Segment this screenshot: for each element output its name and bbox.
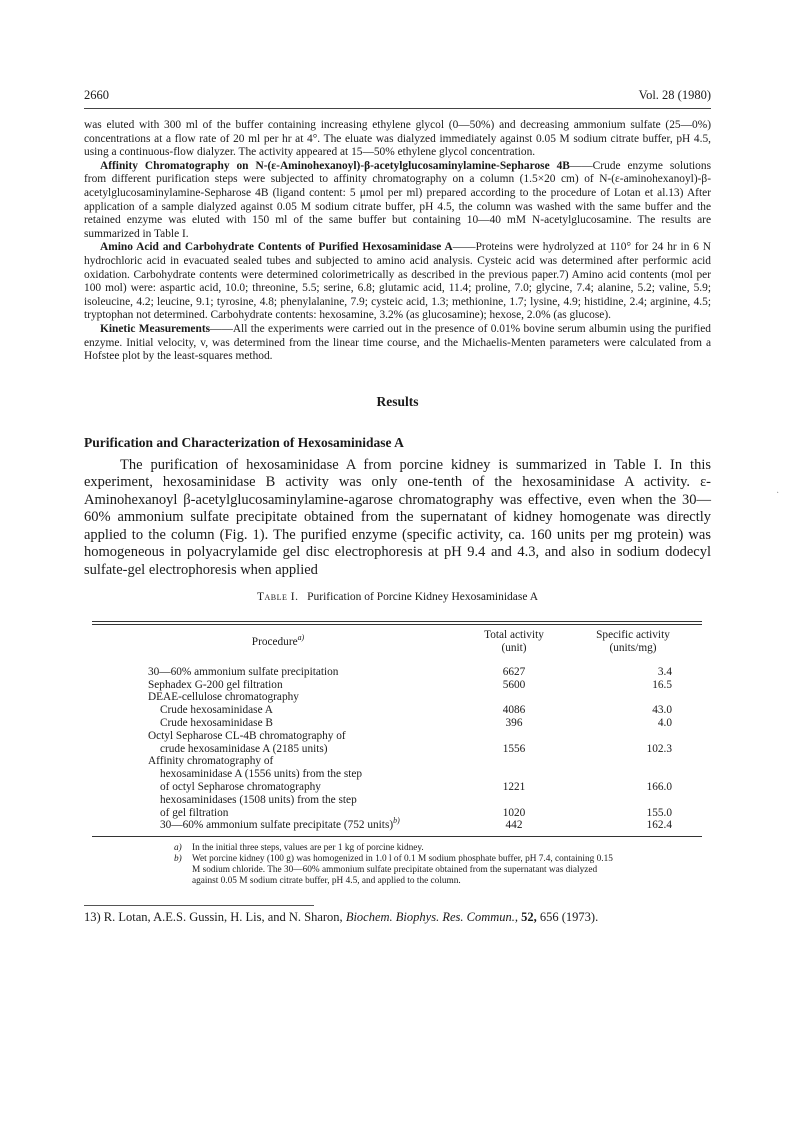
cell-specific-activity: 155.0 (646, 806, 672, 819)
cell-specific-activity (564, 755, 702, 768)
methods-paragraph-2 (84, 160, 711, 242)
cell-procedure: Crude hexosaminidase A (160, 704, 273, 717)
table-title: Purification of Porcine Kidney Hexosaminidase A (307, 591, 539, 604)
cell-total-activity (464, 691, 564, 704)
col-specific-activity: Specific activity (units/mg) (596, 629, 670, 654)
cell-specific-activity: 162.4 (646, 819, 672, 832)
col-total-activity: Total activity (unit) (484, 629, 544, 654)
table-row (92, 781, 702, 794)
cell-specific-activity (564, 768, 702, 781)
cell-total-activity: 442 (505, 819, 523, 832)
table-top-rule (92, 621, 702, 622)
cell-total-activity: 1556 (502, 742, 526, 755)
table-footnotes (174, 843, 614, 887)
cell-procedure: 30—60% ammonium sulfate precipitation (148, 665, 339, 678)
table-row (92, 755, 702, 768)
header-rule (84, 108, 711, 109)
cell-total-activity (464, 755, 564, 768)
table-body (92, 659, 702, 836)
margin-mark: · (776, 488, 780, 499)
cell-procedure: DEAE-cellulose chromatography (148, 691, 299, 704)
cell-total-activity (464, 794, 564, 807)
kinetic-heading: Kinetic Measurements (100, 322, 211, 335)
results-body (84, 457, 711, 580)
amino-acid-text: ——Proteins were hydrolyzed at 110° for 24 hr in 6 N hydrochloric acid in evacuated sealed tubes and subjected to amino acid analysis. Cysteic acid was determined after performic acid oxidation. Carbohydrate contents were determined colorimetrically as described in the previous paper.7) Amino acid contents (mol per 100 mol) were: aspartic acid, 10.0; threonine, 5.5; serine, 6.8; glutamic acid, 11.4; proline, 7.0; glycine, 7.4; alanine, 5.2; valine, 5.9; isoleucine, 4.2; leucine, 9.1; tyrosine, 4.8; phenylalanine, 7.9; cysteic acid, 1.3; methionine, 1.7; lysine, 4.9; histidine, 2.4; arginine, 4.5; tryptophan not determined. Carbohydrate contents: hexosamine, 3.2% (as glucosamine); hexose, 2.0% (as glucose). (84, 241, 711, 322)
cell-specific-activity: 3.4 (657, 665, 672, 678)
cell-procedure: hexosaminidase A (1556 units) from the step (160, 768, 363, 781)
reference-rule (84, 905, 314, 906)
affinity-heading: Affinity Chromatography on N-(ε-Aminohexanoyl)-β-acetylglucosaminylamine-Sepharose 4B (100, 159, 570, 172)
cell-specific-activity: 102.3 (646, 742, 672, 755)
table-row (92, 730, 702, 743)
amino-acid-heading: Amino Acid and Carbohydrate Contents of Purified Hexosaminidase A (100, 241, 453, 254)
cell-procedure: Affinity chromatography of (148, 755, 274, 768)
cell-specific-activity (564, 730, 702, 743)
cell-total-activity (464, 768, 564, 781)
table-bottom-rule (92, 836, 702, 837)
table-row (92, 691, 702, 704)
cell-total-activity: 1020 (502, 806, 526, 819)
cell-procedure: hexosaminidases (1508 units) from the step (160, 793, 357, 806)
cell-specific-activity (564, 794, 702, 807)
cell-total-activity: 6627 (502, 665, 526, 678)
methods-paragraph-3 (84, 241, 711, 323)
table-grid (92, 625, 702, 836)
results-paragraph: The purification of hexosaminidase A from porcine kidney is summarized in Table I. In this experiment, hexosaminidase B activity was only one-tenth of the hexosaminidase A activity. ε-Aminohexanoyl β-acetylglucosaminylamine-agarose chromatography was effective, even when the 30—60% ammonium sulfate precipitate obtained from the supernatant of kidney homogenate was directly applied to the column (Fig. 1). The purified enzyme (specific activity, ca. 160 units per mg protein) was homogeneous in polyacrylamide gel disc electrophoresis at pH 9.4 and 4.3, and also in sodium dodecyl sulfate-gel electrophoresis when applied (84, 456, 711, 578)
table-header-row (92, 625, 702, 659)
cell-specific-activity: 4.0 (657, 716, 672, 729)
table-row (92, 679, 702, 692)
cell-total-activity (464, 730, 564, 743)
table-row (92, 704, 702, 717)
col-procedure: Procedure$^{a)}$ (251, 632, 305, 648)
cell-procedure: 30—60% ammonium sulfate precipitate (752 units)$^{b)}$ (160, 816, 400, 832)
results-title: Results (376, 393, 419, 409)
reference-13: 13) R. Lotan, A.E.S. Gussin, H. Lis, and N. Sharon, Biochem. Biophys. Res. Commun., 52, 656 (1973). (84, 910, 599, 925)
table-label: Table I. (256, 591, 299, 604)
volume-info: Vol. 28 (1980) (638, 88, 711, 102)
cell-procedure: Crude hexosaminidase B (160, 716, 273, 729)
cell-total-activity: 4086 (502, 704, 526, 717)
cell-procedure: crude hexosaminidase A (2185 units) (160, 742, 328, 755)
affinity-text: ——Crude enzyme solutions from different purification steps were subjected to affinity chromatography on a column (1.5×20 cm) of N-(ε-aminohexanoyl)-β-acetylglucosaminylamine-Sepharose 4B (ligand content: 5 μmol per ml) prepared according to the procedure of Lotan et al.13) After application of a sample dialyzed against 0.05 M sodium citrate buffer, pH 4.5, the column was washed with the same buffer and the retained enzyme was eluted with 150 ml of the same buffer but containing 10—40 mM N-acetylglucosamine. The results are summarized in Table I. (84, 159, 712, 240)
methods-paragraph-4 (84, 323, 711, 364)
cell-specific-activity: 16.5 (652, 678, 672, 691)
cell-procedure: Sephadex G-200 gel filtration (148, 678, 283, 691)
cell-total-activity: 5600 (502, 678, 526, 691)
table-row (92, 743, 702, 756)
page (84, 88, 711, 925)
table-row (92, 819, 702, 836)
methods-section (84, 119, 711, 364)
table-footnote: a) In the initial three steps, values are per 1 kg of porcine kidney. (174, 843, 424, 854)
table-row (92, 794, 702, 807)
cell-specific-activity: 166.0 (646, 780, 672, 793)
purification-table (92, 621, 702, 837)
cell-specific-activity (564, 691, 702, 704)
table-footnote: b) Wet porcine kidney (100 g) was homogenized in 1.0 l of 0.1 M sodium phosphate buffer, pH 7.4, containing 0.15 M sodium chloride. The 30—60% ammonium sulfate precipitate obtained from the supernatant was dialyzed against 0.05 M sodium citrate buffer, pH 4.5, and applied to the column. (174, 854, 613, 887)
results-subheading: Purification and Characterization of Hexosaminidase A (84, 434, 404, 450)
cell-total-activity: 396 (505, 716, 523, 729)
running-header (84, 88, 711, 106)
table-row (92, 659, 702, 679)
cell-procedure: of octyl Sepharose chromatography (160, 780, 321, 793)
kinetic-text: ——All the experiments were carried out in the presence of 0.01% bovine serum albumin using the purified enzyme. Initial velocity, v, was determined from the linear time course, and the Michaelis-Menten parameters were calculated from a Hofstee plot by the least-squares method. (84, 322, 711, 363)
table-row (92, 717, 702, 730)
cell-total-activity: 1221 (502, 780, 526, 793)
cell-procedure: Octyl Sepharose CL-4B chromatography of (148, 729, 346, 742)
cell-specific-activity: 43.0 (652, 704, 672, 717)
methods-paragraph-1: was eluted with 300 ml of the buffer containing increasing ethylene glycol (0—50%) and decreasing ammonium sulfate (25—0%) concentrations at a flow rate of 20 ml per hr at 4°. The eluate was dialyzed immediately against 0.05 M sodium citrate buffer, pH 4.5, using a continuous-flow dialyzer. The activity appeared at 15—50% ethylene glycol concentration. (84, 119, 711, 159)
cell-procedure: of gel filtration (160, 806, 229, 819)
table-row (92, 768, 702, 781)
table-caption (84, 591, 711, 607)
page-number: 2660 (84, 88, 109, 102)
